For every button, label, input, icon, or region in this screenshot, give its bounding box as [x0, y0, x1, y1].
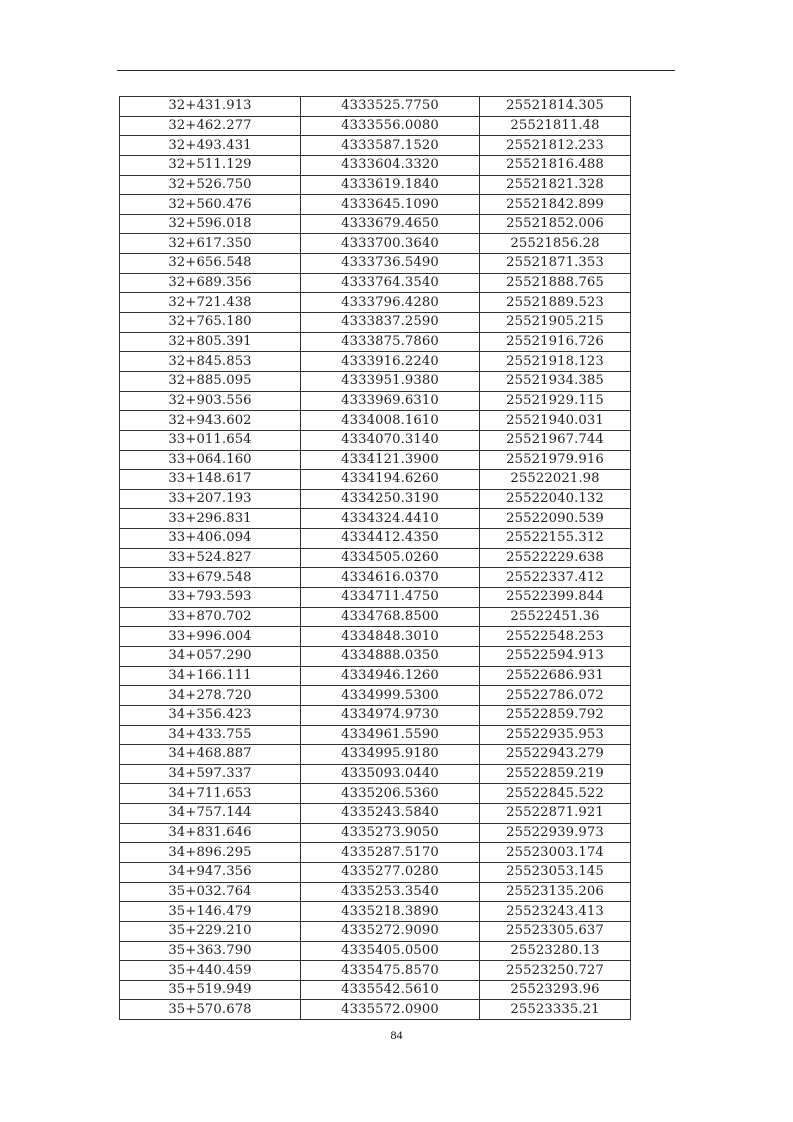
x-coordinate-cell: 4334121.3900: [301, 450, 480, 470]
y-coordinate-cell: 25522155.312: [480, 529, 631, 549]
table-row: [120, 607, 631, 627]
table-row: [120, 588, 631, 608]
table-row: [120, 529, 631, 549]
y-coordinate-cell: 25523280.13: [480, 941, 631, 961]
table-row: [120, 823, 631, 843]
y-coordinate-cell: 25522939.973: [480, 823, 631, 843]
station-cell: 34+711.653: [120, 784, 301, 804]
station-cell: 34+057.290: [120, 646, 301, 666]
x-coordinate-cell: 4333969.6310: [301, 391, 480, 411]
station-cell: 34+468.887: [120, 745, 301, 765]
station-cell: 32+689.356: [120, 273, 301, 293]
station-cell: 34+278.720: [120, 686, 301, 706]
station-cell: 32+431.913: [120, 97, 301, 117]
station-cell: 33+793.593: [120, 588, 301, 608]
station-cell: 33+296.831: [120, 509, 301, 529]
x-coordinate-cell: 4334250.3190: [301, 489, 480, 509]
x-coordinate-cell: 4334946.1260: [301, 666, 480, 686]
station-cell: 33+207.193: [120, 489, 301, 509]
y-coordinate-cell: 25521967.744: [480, 430, 631, 450]
station-cell: 34+356.423: [120, 705, 301, 725]
x-coordinate-cell: 4335253.3540: [301, 882, 480, 902]
table-row: [120, 882, 631, 902]
x-coordinate-cell: 4333556.0080: [301, 116, 480, 136]
station-cell: 32+560.476: [120, 195, 301, 215]
x-coordinate-cell: 4333587.1520: [301, 136, 480, 156]
station-cell: 34+597.337: [120, 764, 301, 784]
table-row: [120, 254, 631, 274]
y-coordinate-cell: 25522686.931: [480, 666, 631, 686]
coordinate-table: [119, 96, 631, 1020]
x-coordinate-cell: 4335218.3890: [301, 902, 480, 922]
table-row: [120, 391, 631, 411]
x-coordinate-cell: 4334324.4410: [301, 509, 480, 529]
table-row: [120, 313, 631, 333]
station-cell: 34+757.144: [120, 804, 301, 824]
table-row: [120, 941, 631, 961]
table-row: [120, 509, 631, 529]
station-cell: 32+885.095: [120, 371, 301, 391]
y-coordinate-cell: 25522548.253: [480, 627, 631, 647]
table-row: [120, 352, 631, 372]
y-coordinate-cell: 25521814.305: [480, 97, 631, 117]
table-row: [120, 1000, 631, 1020]
y-coordinate-cell: 25522229.638: [480, 548, 631, 568]
station-cell: 32+493.431: [120, 136, 301, 156]
x-coordinate-cell: 4335277.0280: [301, 862, 480, 882]
x-coordinate-cell: 4333525.7750: [301, 97, 480, 117]
table-row: [120, 745, 631, 765]
x-coordinate-cell: 4334194.6260: [301, 470, 480, 490]
x-coordinate-cell: 4334961.5590: [301, 725, 480, 745]
x-coordinate-cell: 4334711.4750: [301, 588, 480, 608]
station-cell: 32+845.853: [120, 352, 301, 372]
station-cell: 32+617.350: [120, 234, 301, 254]
coordinate-table-body: [120, 97, 631, 1020]
table-row: [120, 548, 631, 568]
y-coordinate-cell: 25521852.006: [480, 214, 631, 234]
table-row: [120, 489, 631, 509]
x-coordinate-cell: 4335272.9090: [301, 921, 480, 941]
station-cell: 35+146.479: [120, 902, 301, 922]
table-row: [120, 175, 631, 195]
x-coordinate-cell: 4334888.0350: [301, 646, 480, 666]
y-coordinate-cell: 25521929.115: [480, 391, 631, 411]
station-cell: 33+524.827: [120, 548, 301, 568]
x-coordinate-cell: 4334974.9730: [301, 705, 480, 725]
y-coordinate-cell: 25522859.219: [480, 764, 631, 784]
table-row: [120, 568, 631, 588]
y-coordinate-cell: 25521918.123: [480, 352, 631, 372]
y-coordinate-cell: 25521812.233: [480, 136, 631, 156]
station-cell: 33+996.004: [120, 627, 301, 647]
table-row: [120, 450, 631, 470]
y-coordinate-cell: 25523003.174: [480, 843, 631, 863]
x-coordinate-cell: 4333951.9380: [301, 371, 480, 391]
x-coordinate-cell: 4333736.5490: [301, 254, 480, 274]
table-row: [120, 293, 631, 313]
x-coordinate-cell: 4333700.3640: [301, 234, 480, 254]
station-cell: 33+406.094: [120, 529, 301, 549]
station-cell: 35+229.210: [120, 921, 301, 941]
station-cell: 32+721.438: [120, 293, 301, 313]
table-row: [120, 627, 631, 647]
y-coordinate-cell: 25523305.637: [480, 921, 631, 941]
y-coordinate-cell: 25521856.28: [480, 234, 631, 254]
x-coordinate-cell: 4333837.2590: [301, 313, 480, 333]
station-cell: 35+440.459: [120, 961, 301, 981]
x-coordinate-cell: 4334768.8500: [301, 607, 480, 627]
x-coordinate-cell: 4334848.3010: [301, 627, 480, 647]
table-row: [120, 646, 631, 666]
y-coordinate-cell: 25522845.522: [480, 784, 631, 804]
x-coordinate-cell: 4335093.0440: [301, 764, 480, 784]
station-cell: 32+656.548: [120, 254, 301, 274]
y-coordinate-cell: 25522859.792: [480, 705, 631, 725]
y-coordinate-cell: 25522090.539: [480, 509, 631, 529]
table-row: [120, 332, 631, 352]
y-coordinate-cell: 25521979.916: [480, 450, 631, 470]
station-cell: 34+433.755: [120, 725, 301, 745]
table-row: [120, 97, 631, 117]
station-cell: 34+896.295: [120, 843, 301, 863]
x-coordinate-cell: 4335405.0500: [301, 941, 480, 961]
table-row: [120, 921, 631, 941]
x-coordinate-cell: 4335243.5840: [301, 804, 480, 824]
table-row: [120, 902, 631, 922]
station-cell: 33+148.617: [120, 470, 301, 490]
table-row: [120, 784, 631, 804]
station-cell: 32+903.556: [120, 391, 301, 411]
y-coordinate-cell: 25523053.145: [480, 862, 631, 882]
x-coordinate-cell: 4333764.3540: [301, 273, 480, 293]
x-coordinate-cell: 4333645.1090: [301, 195, 480, 215]
y-coordinate-cell: 25522935.953: [480, 725, 631, 745]
station-cell: 35+570.678: [120, 1000, 301, 1020]
table-row: [120, 371, 631, 391]
x-coordinate-cell: 4335287.5170: [301, 843, 480, 863]
table-row: [120, 666, 631, 686]
station-cell: 32+511.129: [120, 155, 301, 175]
x-coordinate-cell: 4333619.1840: [301, 175, 480, 195]
y-coordinate-cell: 25521811.48: [480, 116, 631, 136]
y-coordinate-cell: 25521905.215: [480, 313, 631, 333]
y-coordinate-cell: 25523250.727: [480, 961, 631, 981]
y-coordinate-cell: 25523243.413: [480, 902, 631, 922]
station-cell: 35+032.764: [120, 882, 301, 902]
y-coordinate-cell: 25521816.488: [480, 155, 631, 175]
station-cell: 34+947.356: [120, 862, 301, 882]
y-coordinate-cell: 25522337.412: [480, 568, 631, 588]
station-cell: 32+526.750: [120, 175, 301, 195]
x-coordinate-cell: 4334070.3140: [301, 430, 480, 450]
table-row: [120, 136, 631, 156]
station-cell: 33+870.702: [120, 607, 301, 627]
y-coordinate-cell: 25522786.072: [480, 686, 631, 706]
y-coordinate-cell: 25522399.844: [480, 588, 631, 608]
y-coordinate-cell: 25521934.385: [480, 371, 631, 391]
x-coordinate-cell: 4335273.9050: [301, 823, 480, 843]
x-coordinate-cell: 4333875.7860: [301, 332, 480, 352]
x-coordinate-cell: 4334999.5300: [301, 686, 480, 706]
page-number: 84: [390, 1028, 403, 1042]
x-coordinate-cell: 4335206.5360: [301, 784, 480, 804]
x-coordinate-cell: 4333796.4280: [301, 293, 480, 313]
table-row: [120, 430, 631, 450]
station-cell: 32+596.018: [120, 214, 301, 234]
y-coordinate-cell: 25521871.353: [480, 254, 631, 274]
y-coordinate-cell: 25522594.913: [480, 646, 631, 666]
table-row: [120, 686, 631, 706]
y-coordinate-cell: 25523335.21: [480, 1000, 631, 1020]
x-coordinate-cell: 4333604.3320: [301, 155, 480, 175]
table-row: [120, 804, 631, 824]
table-row: [120, 411, 631, 431]
y-coordinate-cell: 25521940.031: [480, 411, 631, 431]
table-row: [120, 116, 631, 136]
station-cell: 32+805.391: [120, 332, 301, 352]
table-row: [120, 725, 631, 745]
x-coordinate-cell: 4333916.2240: [301, 352, 480, 372]
table-row: [120, 214, 631, 234]
x-coordinate-cell: 4335572.0900: [301, 1000, 480, 1020]
station-cell: 35+519.949: [120, 980, 301, 1000]
x-coordinate-cell: 4334412.4350: [301, 529, 480, 549]
station-cell: 33+679.548: [120, 568, 301, 588]
table-row: [120, 705, 631, 725]
station-cell: 34+166.111: [120, 666, 301, 686]
table-row: [120, 234, 631, 254]
table-row: [120, 843, 631, 863]
y-coordinate-cell: 25521888.765: [480, 273, 631, 293]
y-coordinate-cell: 25521821.328: [480, 175, 631, 195]
x-coordinate-cell: 4334616.0370: [301, 568, 480, 588]
y-coordinate-cell: 25521916.726: [480, 332, 631, 352]
x-coordinate-cell: 4335542.5610: [301, 980, 480, 1000]
x-coordinate-cell: 4335475.8570: [301, 961, 480, 981]
station-cell: 32+765.180: [120, 313, 301, 333]
station-cell: 32+943.602: [120, 411, 301, 431]
table-row: [120, 273, 631, 293]
table-row: [120, 195, 631, 215]
station-cell: 33+011.654: [120, 430, 301, 450]
station-cell: 34+831.646: [120, 823, 301, 843]
y-coordinate-cell: 25522871.921: [480, 804, 631, 824]
table-row: [120, 764, 631, 784]
y-coordinate-cell: 25523135.206: [480, 882, 631, 902]
table-row: [120, 980, 631, 1000]
x-coordinate-cell: 4334995.9180: [301, 745, 480, 765]
x-coordinate-cell: 4334505.0260: [301, 548, 480, 568]
y-coordinate-cell: 25522021.98: [480, 470, 631, 490]
x-coordinate-cell: 4333679.4650: [301, 214, 480, 234]
y-coordinate-cell: 25521889.523: [480, 293, 631, 313]
station-cell: 33+064.160: [120, 450, 301, 470]
x-coordinate-cell: 4334008.1610: [301, 411, 480, 431]
table-row: [120, 961, 631, 981]
table-row: [120, 862, 631, 882]
header-rule: [117, 70, 675, 71]
y-coordinate-cell: 25522451.36: [480, 607, 631, 627]
table-row: [120, 155, 631, 175]
table-row: [120, 470, 631, 490]
y-coordinate-cell: 25521842.899: [480, 195, 631, 215]
station-cell: 35+363.790: [120, 941, 301, 961]
y-coordinate-cell: 25523293.96: [480, 980, 631, 1000]
y-coordinate-cell: 25522943.279: [480, 745, 631, 765]
station-cell: 32+462.277: [120, 116, 301, 136]
y-coordinate-cell: 25522040.132: [480, 489, 631, 509]
